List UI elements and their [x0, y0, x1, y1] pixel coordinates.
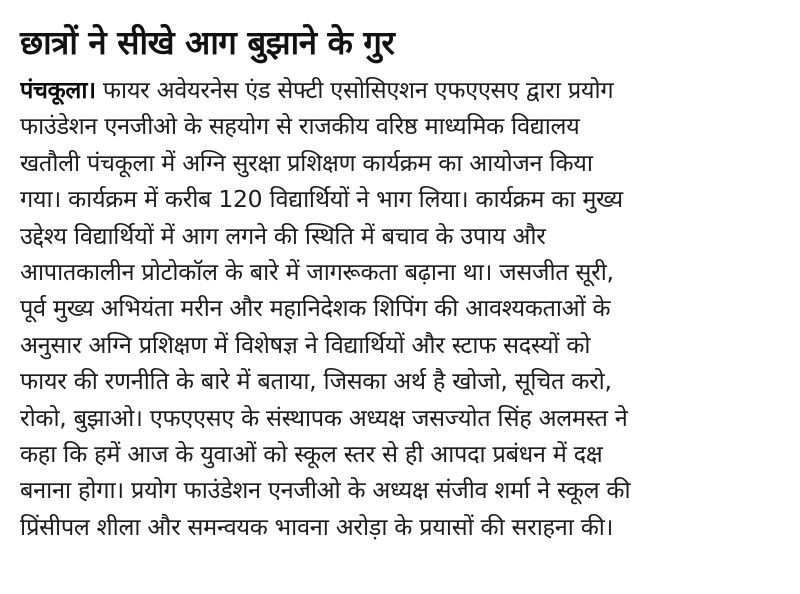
article-line: उद्देश्य विद्यार्थियों में आग लगने की स्थिति में बचाव के उपाय और: [20, 221, 546, 250]
article-line: खतौली पंचकूला में अग्नि सुरक्षा प्रशिक्षण कार्यक्रम का आयोजन किया: [20, 148, 593, 177]
article-line: गया। कार्यक्रम में करीब 120 विद्यार्थियों ने भाग लिया। कार्यक्रम का मुख्य: [20, 185, 623, 214]
article-line: आपातकालीन प्रोटोकॉल के बारे में जागरूकता बढ़ाना था। जसजीत सूरी,: [20, 258, 614, 287]
article-line: बनाना होगा। प्रयोग फाउंडेशन एनजीओ के अध्यक्ष संजीव शर्मा ने स्कूल की: [20, 476, 631, 505]
article-line: प्रिंसीपल शीला और समन्वयक भावना अरोड़ा के प्रयासों की सराहना की।: [20, 512, 614, 541]
article-line: रोको, बुझाओ। एफएएसए के संस्थापक अध्यक्ष जसज्योत सिंह अलमस्त ने: [20, 403, 628, 432]
article-line: फाउंडेशन एनजीओ के सहयोग से राजकीय वरिष्ठ माध्यमिक विद्यालय: [20, 112, 580, 141]
article-line: अनुसार अग्नि प्रशिक्षण में विशेषज्ञ ने विद्यार्थियों और स्टाफ सदस्यों को: [20, 330, 591, 359]
article-line: पूर्व मुख्य अभियंता मरीन और महानिदेशक शिपिंग की आवश्यकताओं के: [20, 294, 611, 323]
article-body: [20, 72, 778, 545]
article-line: फायर की रणनीति के बारे में बताया, जिसका अर्थ है खोजो, सूचित करो,: [20, 367, 612, 396]
article-line: [20, 72, 778, 108]
article-line: कहा कि हमें आज के युवाओं को स्कूल स्तर से ही आपदा प्रबंधन में दक्ष: [20, 440, 603, 469]
article-headline: छात्रों ने सीखे आग बुझाने के गुर: [20, 23, 395, 62]
article-line-text: फायर अवेयरनेस एंड सेफ्टी एसोसिएशन एफएएसए द्वारा प्रयोग: [95, 76, 614, 104]
dateline: पंचकूला।: [20, 76, 96, 104]
